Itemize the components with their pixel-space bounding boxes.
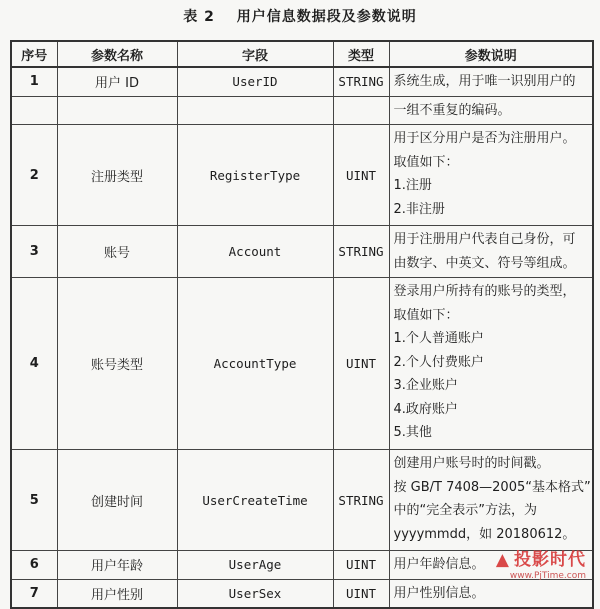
row-param-name: 用户年龄: [57, 551, 177, 580]
desc-line: 1.注册: [393, 178, 432, 193]
desc-line: 2.非注册: [393, 201, 445, 217]
empty-cell: [11, 96, 57, 125]
row-type: UINT: [333, 579, 389, 608]
row-index: 2: [11, 125, 57, 226]
desc-line: 按 GB/T 7408—2005“基本格式”: [393, 479, 591, 495]
row-field: UserID: [177, 67, 333, 96]
row-param-name: 账号: [57, 226, 177, 278]
desc-line: 用户年龄信息。: [393, 557, 485, 572]
row-field: UserAge: [177, 551, 333, 580]
row-description: [389, 278, 593, 450]
row-field: RegisterType: [177, 125, 333, 226]
desc-line: 取值如下：: [393, 154, 459, 170]
desc-line: 用户性别信息。: [393, 585, 485, 601]
row-param-name: 用户性别: [57, 579, 177, 608]
desc-line: 1.个人普通账户: [393, 331, 484, 346]
desc-line: 用于注册用户代表自己身份，可: [393, 232, 576, 247]
row-description: [389, 579, 593, 608]
row-description: [389, 125, 593, 226]
row-index: 6: [11, 551, 57, 580]
row-field: Account: [177, 226, 333, 278]
watermark-text: 投影时代: [514, 550, 586, 570]
row-field: UserSex: [177, 579, 333, 608]
row-description: [389, 226, 593, 278]
desc-line: 取值如下：: [393, 307, 459, 323]
header-description: 参数说明: [389, 41, 593, 67]
header-index: 序号: [11, 41, 57, 67]
desc-line: 一组不重复的编码。: [393, 102, 511, 118]
table-row: [11, 125, 593, 226]
desc-line: 创建用户账号时的时间戳。: [393, 456, 550, 471]
desc-line: 系统生成，用于唯一识别用户的: [393, 74, 576, 89]
desc-line: 3.企业账户: [393, 378, 458, 393]
table-title: 用户信息数据段及参数说明: [236, 9, 417, 25]
row-description: [389, 96, 593, 125]
row-param-name: 用户 ID: [57, 67, 177, 96]
desc-line: 4.政府账户: [393, 401, 458, 417]
row-type: STRING: [333, 226, 389, 278]
row-description: [389, 450, 593, 551]
header-row: [11, 41, 593, 67]
row-index: 7: [11, 579, 57, 608]
row-param-name: 注册类型: [57, 125, 177, 226]
row-type: UINT: [333, 125, 389, 226]
header-type: 类型: [333, 41, 389, 67]
desc-line: 登录用户所持有的账号的类型，: [393, 284, 576, 299]
row-param-name: 账号类型: [57, 278, 177, 450]
table-row: [11, 67, 593, 96]
row-index: 4: [11, 278, 57, 450]
empty-cell: [333, 96, 389, 125]
play-triangle-icon: ▲: [495, 550, 510, 570]
empty-cell: [57, 96, 177, 125]
desc-line: 2.个人付费账户: [393, 354, 484, 370]
table-row-continuation: [11, 96, 593, 125]
header-field: 字段: [177, 41, 333, 67]
table-caption: [0, 6, 600, 26]
table-row: [11, 226, 593, 278]
desc-line: 中的“完全表示”方法，为: [393, 503, 537, 518]
row-field: AccountType: [177, 278, 333, 450]
table-row: [11, 278, 593, 450]
site-watermark: [496, 545, 586, 581]
desc-line: yyyymmdd，如 20180612。: [393, 526, 576, 542]
user-info-table: [10, 40, 594, 609]
row-index: 1: [11, 67, 57, 96]
table-row: [11, 450, 593, 551]
row-type: STRING: [333, 450, 389, 551]
row-type: UINT: [333, 278, 389, 450]
row-index: 3: [11, 226, 57, 278]
desc-line: 由数字、中英文、符号等组成。: [393, 255, 576, 271]
table-row: [11, 579, 593, 608]
row-param-name: 创建时间: [57, 450, 177, 551]
desc-line: 5.其他: [393, 425, 432, 440]
watermark-url: www.PjTime.com: [509, 571, 586, 581]
row-type: STRING: [333, 67, 389, 96]
row-index: 5: [11, 450, 57, 551]
desc-line: 用于区分用户是否为注册用户。: [393, 131, 576, 146]
row-field: UserCreateTime: [177, 450, 333, 551]
empty-cell: [177, 96, 333, 125]
header-param-name: 参数名称: [57, 41, 177, 67]
table-number: 表 2: [183, 9, 215, 25]
row-type: UINT: [333, 551, 389, 580]
watermark-title: [496, 545, 586, 570]
row-description: [389, 67, 593, 96]
